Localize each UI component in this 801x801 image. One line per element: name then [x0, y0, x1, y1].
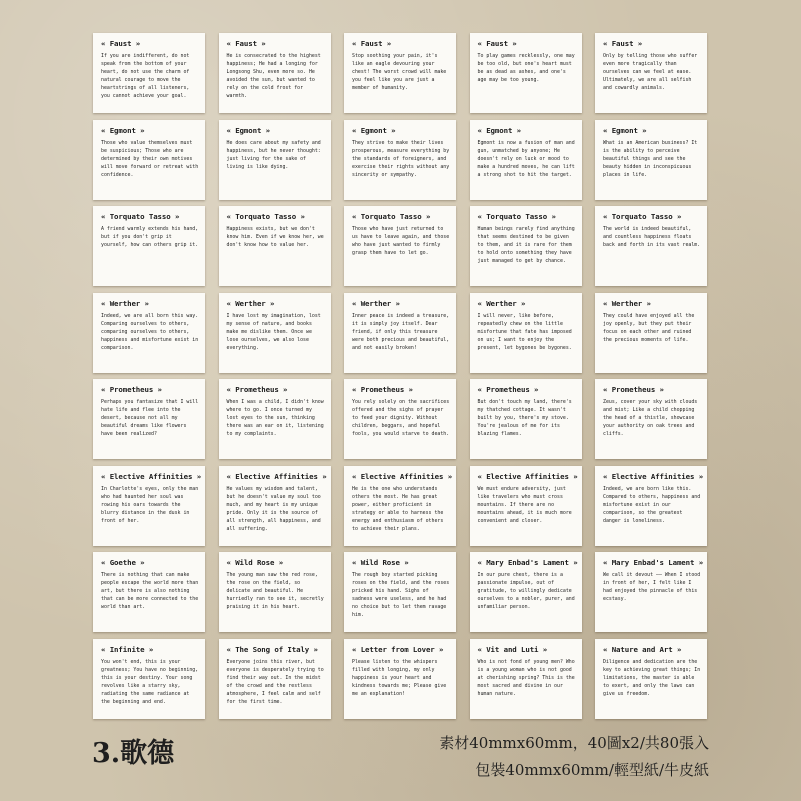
card-quote: He values my wisdom and talent, but he doesn't value my soul too much, and my heart is my unique pride. Only it is the source of all strength, all happiness, and all suffering. — [226, 485, 321, 532]
card-title: « Prometheus » — [352, 385, 413, 394]
card-title: « Goethe » — [101, 558, 145, 567]
card-title: « Werther » — [477, 298, 526, 308]
quote-card — [470, 120, 582, 200]
quote-card — [344, 466, 456, 546]
quote-card — [344, 552, 456, 632]
card-title: « Faust » — [603, 39, 643, 48]
card-quote: They strive to make their lives prosperous, measure everything by the standards of foreigners, and exercise their rights without any sincerity or sympathy. — [352, 139, 450, 178]
card-quote: Zeus, cover your sky with clouds and mist; Like a child chopping the head of a thistle, showcase your authority on oak trees and cliffs. — [603, 399, 698, 438]
card-title: « Egmont » — [352, 125, 396, 135]
card-title: « Egmont » — [226, 125, 270, 135]
card-quote: A friend warmly extends his hand, but if you don't grip it yourself, how can others grip it. — [101, 226, 199, 249]
quote-card — [470, 466, 582, 546]
card-quote: He is the one who understands others the most. He has great power, either proficient in strategy or able to harness the energy and enthusiasm of others to achieve their plans. — [352, 485, 444, 532]
card-quote: Please listen to the whispers filled with longing, my only happiness is your heart and kindness towards me; Please give me an explanation! — [352, 658, 447, 697]
card-title: « Elective Affinities » — [101, 471, 202, 481]
quote-card — [470, 639, 582, 719]
quote-card — [470, 293, 582, 373]
card-title: « Vit and Luti » — [477, 644, 548, 654]
card-title: « Torquato Tasso » — [603, 212, 682, 221]
card-quote: Indeed, we are all born this way. Comparing ourselves to others, comparing ourselves to others, happiness and misfortune exist in comparison. — [101, 312, 199, 351]
card-quote: When I was a child, I didn't know where to go. I once turned my lost eyes to the sun, thinking there was an ear on it, listening to my complaints. — [226, 399, 324, 438]
card-title: « Faust » — [226, 39, 266, 48]
card-title: « Werther » — [352, 298, 400, 308]
quote-card — [219, 206, 331, 286]
collection-title: 3.歌德 — [92, 738, 175, 769]
card-title: « Torquato Tasso » — [477, 212, 556, 221]
card-quote: You won't end, this is your greatness; You have no beginning, this is your destiny. Your song revolves like a starry sky, radiating the same radiance at the beginning and end. — [101, 658, 199, 705]
card-title: « Faust » — [352, 39, 392, 48]
quote-card — [595, 466, 707, 546]
quote-card — [219, 379, 331, 459]
card-quote: The world is indeed beautiful, and countless happiness floats back and forth in its vast realm. — [603, 226, 701, 249]
card-quote: The young man saw the red rose, the rose on the field, so delicate and beautiful. He hurriedly ran to see it, secretly praising it in his heart. — [226, 572, 324, 611]
card-quote: In our pure chest, there is a passionate impulse, out of gratitude, to willingly dedicate ourselves to a nobler, purer, and unfamiliar person. — [477, 572, 575, 611]
card-quote: Diligence and dedication are the key to achieving great things; In limitations, the master is able to exert, and only the laws can give us freedom. — [603, 658, 701, 697]
card-quote: Happiness exists, but we don't know him. Even if we know her, we don't know how to value her. — [226, 226, 324, 249]
card-title: « Prometheus » — [603, 385, 664, 394]
card-quote: We call it devout —— When I stood in front of her, I felt like I had enjoyed the pinnacle of this ecstasy. — [603, 572, 701, 603]
card-title: « Faust » — [477, 39, 517, 48]
quote-card — [470, 206, 582, 286]
card-title: « Prometheus » — [477, 385, 539, 394]
quote-card — [93, 206, 205, 286]
quote-card — [470, 379, 582, 459]
quote-card — [219, 552, 331, 632]
card-title: « Prometheus » — [101, 385, 162, 394]
card-quote: I have lost my imagination, lost my sense of nature, and books make me dislike them. Once we lose ourselves, we also lose everything. — [226, 312, 321, 351]
card-quote: Egmont is now a fusion of man and gun, unmatched by anyone; He doesn't rely on luck or mood to make a hundred moves, he can lift a strong shot to hit the target. — [477, 139, 575, 178]
card-quote: But don't touch my land, there's my thatched cottage. It wasn't built by you, there's my stove. You're jealous of me for its blazing flames. — [477, 399, 572, 438]
card-title: « Letter from Lover » — [352, 644, 444, 654]
card-title: « Mary Enbad's Lament » — [603, 558, 704, 567]
card-title: « Torquato Tasso » — [101, 212, 180, 221]
quote-card — [344, 639, 456, 719]
card-title: « Wild Rose » — [226, 558, 284, 567]
card-grid — [93, 33, 707, 719]
card-title: « Nature and Art » — [603, 644, 682, 654]
card-title: « Faust » — [101, 39, 141, 48]
card-quote: He does care about my safety and happiness, but he never thought: just living for the sake of living is like dying. — [226, 139, 321, 170]
quote-card — [595, 552, 707, 632]
card-quote: What is an American business? It is the ability to perceive beautiful things and see the beauty hidden in inconspicuous places in life. — [603, 139, 698, 178]
quote-card — [595, 206, 707, 286]
spec-line-material: 素材40mmx60mm，40圖x2/共80張入 — [439, 734, 709, 752]
quote-card — [344, 120, 456, 200]
quote-card — [344, 293, 456, 373]
card-title: « Prometheus » — [226, 385, 288, 394]
quote-card — [219, 293, 331, 373]
quote-card — [219, 33, 331, 113]
card-title: « Egmont » — [101, 125, 145, 135]
quote-card — [93, 639, 205, 719]
quote-card — [93, 120, 205, 200]
card-title: « Werther » — [226, 298, 275, 308]
card-title: « Infinite » — [101, 644, 154, 654]
card-quote: Only by telling those who suffer even more tragically than ourselves can we feel at ease. Ultimately, we are all selfish and cowardly animals. — [603, 53, 698, 92]
card-quote: Indeed, we are born like this. Compared to others, happiness and misfortune exist in our comparison, so the greatest danger is loneliness. — [603, 485, 701, 524]
quote-card — [219, 466, 331, 546]
card-quote: Human beings rarely find anything that seems destined to be given to them, and it is rare for them to hold onto something they have just managed to get by chance. — [477, 226, 575, 265]
card-quote: The rough boy started picking roses on the field, and the roses pricked his hand. Sighs of sadness were useless, and he had no choice but to let them ravage him. — [352, 572, 450, 619]
card-quote: I will never, like before, repeatedly chew on the little misfortune that fate has imposed on us; I want to enjoy the present, let bygones be bygones. — [477, 312, 572, 351]
card-title: « The Song of Italy » — [226, 644, 318, 654]
card-title: « Elective Affinities » — [226, 471, 327, 481]
quote-card — [93, 552, 205, 632]
card-title: « Werther » — [101, 298, 149, 308]
card-title: « Egmont » — [477, 125, 521, 135]
card-quote: Inner peace is indeed a treasure, it is simply joy itself. Dear friend, if only this treasure were both precious and beautiful, and not easily broken! — [352, 312, 450, 351]
quote-card — [595, 639, 707, 719]
card-quote: Perhaps you fantasize that I will hate life and flee into the desert, because not all my beautiful dreams like flowers have been realized? — [101, 399, 199, 438]
quote-card — [470, 552, 582, 632]
card-quote: Everyone joins this river, but everyone is desperately trying to find their way out. In the midst of the crowd and the restless atmosphere, I feel calm and self for the first time. — [226, 658, 324, 705]
card-title: « Egmont » — [603, 125, 647, 135]
card-title: « Wild Rose » — [352, 558, 409, 567]
card-title: « Mary Enbad's Lament » — [477, 558, 578, 567]
card-quote: Those who have just returned to us have to leave again, and those who have just wanted to firmly grasp them have to let go. — [352, 226, 450, 257]
card-quote: If you are indifferent, do not speak from the bottom of your heart, do not use the charm of natural courage to move the heartstrings of all listeners, you cannot achieve your goal. — [101, 53, 190, 100]
card-title: « Werther » — [603, 298, 651, 308]
card-quote: There is nothing that can make people escape the world more than art, but there is also nothing that can be more connected to the world than art. — [101, 572, 199, 611]
quote-card — [219, 120, 331, 200]
quote-card — [93, 379, 205, 459]
card-quote: Those who value themselves must be suspicious; Those who are determined by their own motives will move forward or retreat with confidence. — [101, 139, 199, 178]
quote-card — [595, 33, 707, 113]
card-quote: We must endure adversity, just like travelers who must cross mountains. If there are no mountains ahead, it is much more convenient and closer. — [477, 485, 572, 524]
card-quote: They could have enjoyed all the joy openly, but they put their focus on each other and ruined the precious moments of life. — [603, 312, 695, 343]
quote-card — [595, 379, 707, 459]
card-title: « Torquato Tasso » — [226, 212, 305, 221]
card-title: « Elective Affinities » — [477, 471, 578, 481]
quote-card — [93, 466, 205, 546]
card-title: « Elective Affinities » — [352, 471, 453, 481]
quote-card — [344, 206, 456, 286]
quote-card — [595, 120, 707, 200]
card-quote: He is consecrated to the highest happiness; He had a longing for Longsong Shu, even more so. He avoided the sun, but wanted to rely on the cold frost for warmth. — [226, 53, 321, 100]
card-title: « Torquato Tasso » — [352, 212, 431, 221]
card-quote: Who is not fond of young men? Who is a young woman who is not good at cherishing spring? This is the most sacred and divine in our human nature. — [477, 658, 575, 697]
card-quote: In Charlotte's eyes, only the man who had haunted her soul was rowing his oars towards the blurry distance in the dusk in front of her. — [101, 485, 199, 524]
quote-card — [344, 379, 456, 459]
quote-card — [93, 293, 205, 373]
spec-line-packaging: 包裝40mmx60mm/輕型紙/牛皮紙 — [475, 761, 709, 779]
card-quote: Stop soothing your pain, it's like an eagle devouring your chest! The worst crowd will make you feel like you are just a member of humanity. — [352, 53, 447, 92]
quote-card — [344, 33, 456, 113]
card-title: « Elective Affinities » — [603, 471, 704, 481]
quote-card — [219, 639, 331, 719]
card-quote: To play games recklessly, one may be too old, but one's heart must be as dead as ashes, and one's age may be too young. — [477, 53, 575, 84]
quote-card — [93, 33, 205, 113]
card-quote: You rely solely on the sacrifices offered and the sighs of prayer to feed your dignity. Without children, beggars, and hopeful fools, you would starve to death. — [352, 399, 450, 438]
quote-card — [470, 33, 582, 113]
quote-card — [595, 293, 707, 373]
